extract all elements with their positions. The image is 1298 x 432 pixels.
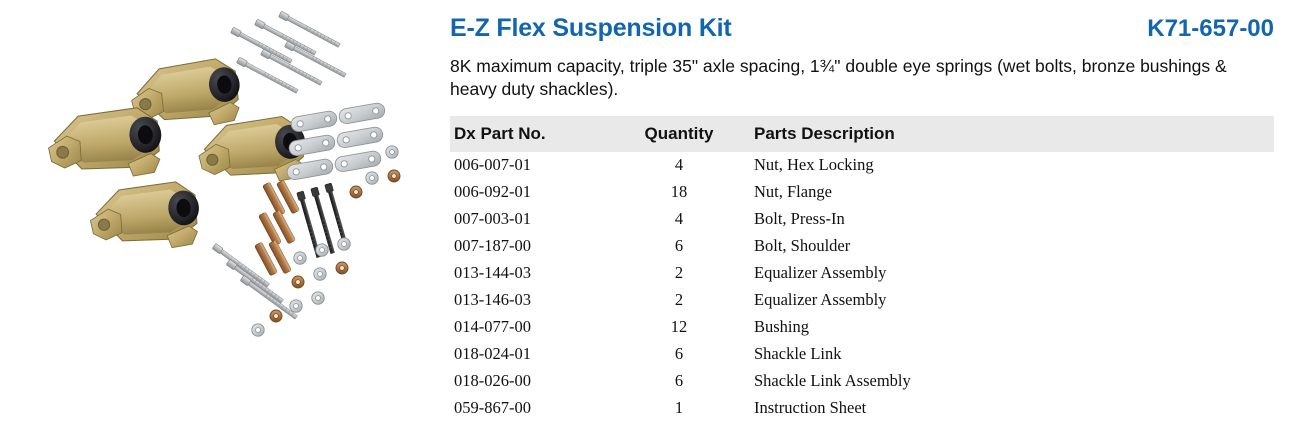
cell-part-no: 007-187-00 [454,236,531,256]
table-row [450,179,1274,206]
cell-description: Instruction Sheet [754,398,867,418]
cell-quantity: 18 [670,182,688,202]
cell-part-no: 013-144-03 [454,263,531,283]
product-image-pane [0,0,440,432]
cell-quantity: 4 [674,155,684,175]
cell-quantity: 6 [674,344,684,364]
cell-part-no: 006-092-01 [454,182,531,202]
kit-description: 8K maximum capacity, triple 35" axle spacing, 1¾" double eye springs (wet bolts, bronze bushings & heavy duty shackles). [450,56,1227,100]
cell-description: Equalizer Assembly [754,263,887,283]
kit-info-pane [440,0,1298,432]
column-header-quantity: Quantity [614,116,744,152]
cell-quantity: 4 [674,209,684,229]
cell-quantity: 2 [674,290,684,310]
kit-part-number: K71-657-00 [1147,15,1274,42]
cell-part-no: 006-007-01 [454,155,531,175]
cell-description: Nut, Hex Locking [754,155,874,175]
kit-header [450,14,1274,43]
cell-quantity: 6 [674,371,684,391]
table-row [450,341,1274,368]
table-row [450,152,1274,179]
table-row [450,206,1274,233]
parts-table [450,116,1274,422]
cell-description: Shackle Link [754,344,842,364]
cell-quantity: 12 [670,317,688,337]
page-title: E-Z Flex Suspension Kit [450,14,732,42]
cell-part-no: 013-146-03 [454,290,531,310]
cell-quantity: 6 [674,236,684,256]
table-row [450,368,1274,395]
column-header-description: Parts Description [744,116,1274,152]
column-header-part-no: Dx Part No. [450,116,614,152]
table-row [450,314,1274,341]
cell-description: Bolt, Shoulder [754,236,851,256]
table-header-row [450,116,1274,152]
cell-description: Nut, Flange [754,182,832,202]
cell-quantity: 1 [674,398,684,418]
table-row [450,287,1274,314]
cell-part-no: 018-024-01 [454,344,531,364]
cell-description: Bushing [754,317,810,337]
table-row [450,395,1274,422]
cell-description: Shackle Link Assembly [754,371,911,391]
cell-part-no: 014-077-00 [454,317,531,337]
cell-part-no: 007-003-01 [454,209,531,229]
table-row [450,260,1274,287]
suspension-kit-parts-photo [0,0,440,432]
cell-description: Equalizer Assembly [754,290,887,310]
cell-description: Bolt, Press-In [754,209,845,229]
cell-part-no: 059-867-00 [454,398,531,418]
cell-part-no: 018-026-00 [454,371,531,391]
cell-quantity: 2 [674,263,684,283]
table-row [450,233,1274,260]
